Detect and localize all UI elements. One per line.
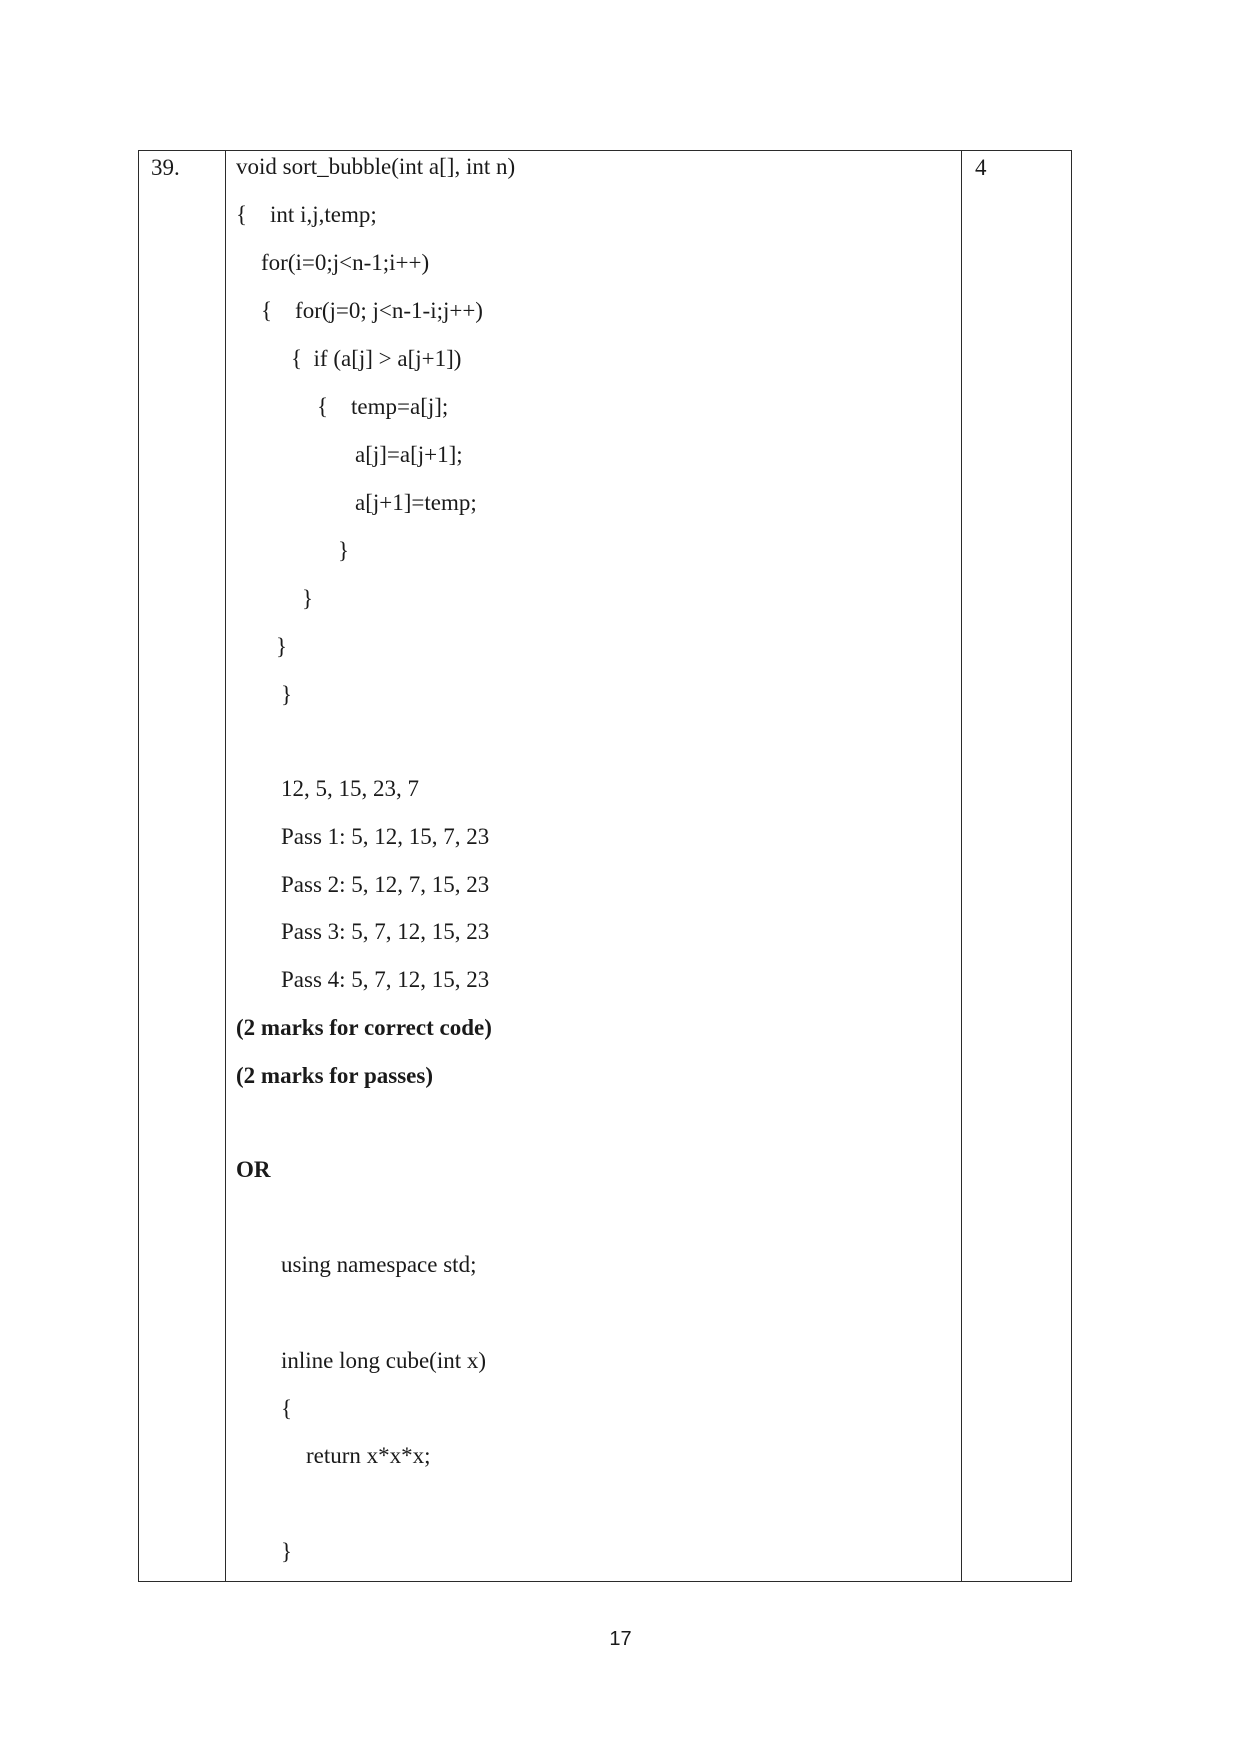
code-line: { temp=a[j];	[317, 394, 449, 419]
answer-table	[138, 150, 1072, 1582]
pass-line: Pass 4: 5, 7, 12, 15, 23	[281, 967, 490, 992]
pass-line: Pass 2: 5, 12, 7, 15, 23	[281, 872, 490, 897]
or-separator: OR	[236, 1157, 271, 1182]
code-line: for(i=0;j<n-1;i++)	[261, 250, 430, 275]
code-line: { if (a[j] > a[j+1])	[291, 346, 462, 371]
marking-note: (2 marks for correct code)	[236, 1015, 492, 1040]
code-line: {	[281, 1396, 293, 1421]
input-sequence: 12, 5, 15, 23, 7	[281, 776, 419, 801]
code-line: }	[281, 682, 293, 707]
code-line: void sort_bubble(int a[], int n)	[236, 154, 516, 179]
code-line: a[j+1]=temp;	[355, 490, 477, 515]
pass-line: Pass 3: 5, 7, 12, 15, 23	[281, 919, 490, 944]
column-divider	[225, 151, 226, 1581]
code-line: a[j]=a[j+1];	[355, 442, 463, 467]
marking-note: (2 marks for passes)	[236, 1063, 433, 1088]
marks-value: 4	[975, 155, 987, 180]
code-line: }	[276, 634, 288, 659]
question-number: 39.	[151, 155, 180, 180]
column-divider	[961, 151, 962, 1581]
code-line: { for(j=0; j<n-1-i;j++)	[261, 298, 483, 323]
page-number: 17	[609, 1628, 632, 1650]
code-line: }	[302, 586, 314, 611]
code-line: inline long cube(int x)	[281, 1348, 487, 1373]
code-line: }	[338, 538, 350, 563]
code-line: using namespace std;	[281, 1252, 477, 1277]
code-line: return x*x*x;	[306, 1443, 431, 1468]
code-line: }	[281, 1539, 293, 1564]
pass-line: Pass 1: 5, 12, 15, 7, 23	[281, 824, 490, 849]
code-line: { int i,j,temp;	[236, 202, 377, 227]
